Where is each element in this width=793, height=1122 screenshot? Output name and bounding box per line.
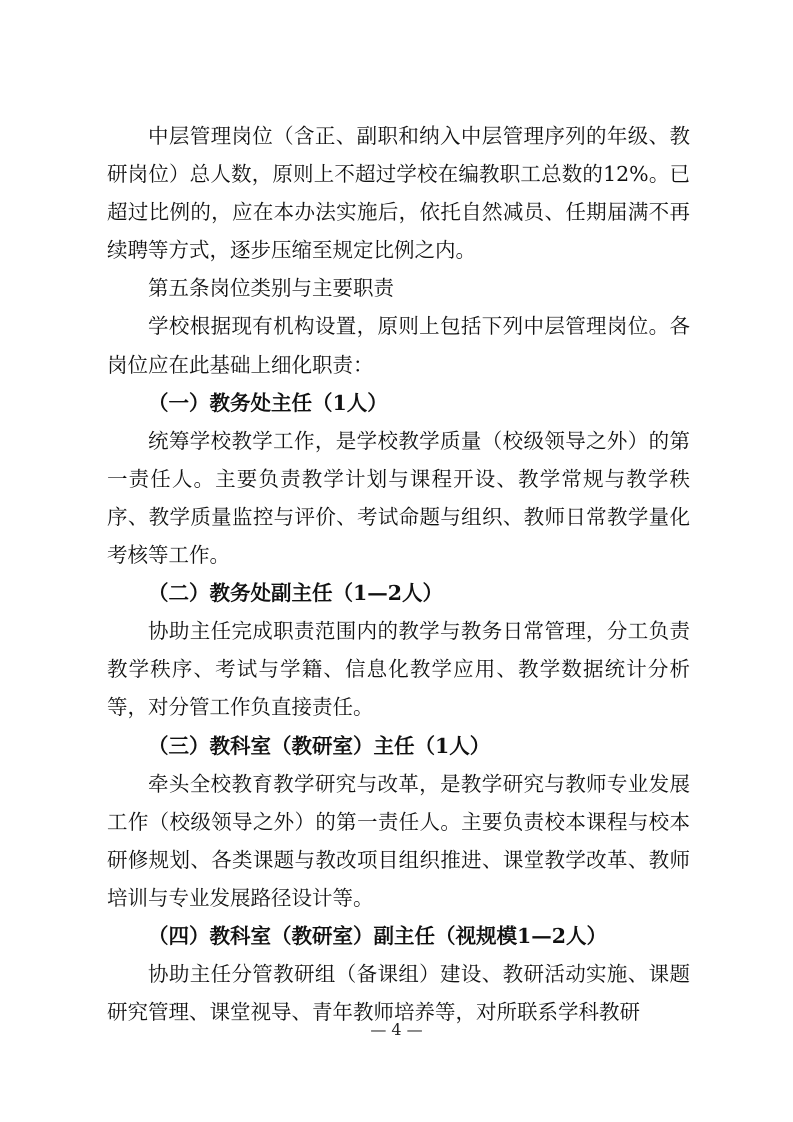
paragraph-article-5: 第五条岗位类别与主要职责 [148, 276, 394, 301]
heading-research-director: （三）教科室（教研室）主任（1人） [148, 733, 491, 758]
paragraph-academic-director: 统筹学校教学工作，是学校教学质量（校级领导之外）的第一责任人。主要负责教学计划与课程开设、教学常规与教学秩序、教学质量监控与评价、考试命题与组织、教师日常教学量化考核等工作。 [107, 428, 690, 568]
heading-academic-director: （一）教务处主任（1人） [148, 390, 388, 415]
paragraph-research-deputy: 协助主任分管教研组（备课组）建设、教研活动实施、课题研究管理、课堂视导、青年教师培养等，对所联系学科教研 [107, 962, 690, 1025]
heading-academic-deputy: （二）教务处副主任（1—2人） [148, 581, 444, 606]
page-number: — 4 — [370, 1020, 423, 1039]
paragraph-academic-deputy: 协助主任完成职责范围内的教学与教务日常管理，分工负责教学秩序、考试与学籍、信息化教学应用、教学数据统计分析等，对分管工作负直接责任。 [107, 619, 690, 720]
paragraph-positions-intro: 学校根据现有机构设置，原则上包括下列中层管理岗位。各岗位应在此基础上细化职责： [107, 314, 690, 377]
heading-research-deputy: （四）教科室（教研室）副主任（视规模1—2人） [148, 923, 608, 948]
paragraph-ratio: 中层管理岗位（含正、副职和纳入中层管理序列的年级、教研岗位）总人数，原则上不超过学校在编教职工总数的12%。已超过比例的，应在本办法实施后，依托自然减员、任期届满不再续聘等方式，逐步压缩至规定比例之内。 [107, 124, 690, 263]
document-body [107, 117, 690, 1031]
paragraph-research-director: 牵头全校教育教学研究与改革，是教学研究与教师专业发展工作（校级领导之外）的第一责任人。主要负责校本课程与校本研修规划、各类课题与教改项目组织推进、课堂教学改革、教师培训与专业发展路径设计等。 [107, 771, 690, 910]
